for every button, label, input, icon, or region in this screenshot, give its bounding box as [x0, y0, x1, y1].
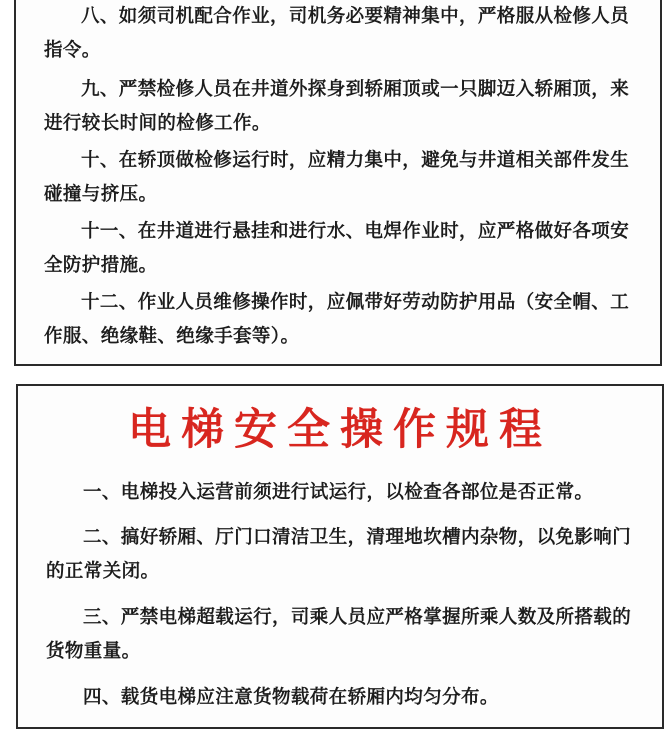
- rules-notice-panel-top: [14, 0, 662, 366]
- rule-item-9: 九、严禁检修人员在井道外探身到轿厢顶或一只脚迈入轿厢顶，来进行较长时间的检修工作。: [44, 79, 630, 134]
- rule-item-4: 四、载货电梯应注意货物载荷在轿厢内均匀分布。: [83, 687, 499, 708]
- rule-item-10: 十、在轿顶做检修运行时，应精力集中，避免与井道相关部件发生碰撞与挤压。: [44, 150, 630, 205]
- rule-item-2: 二、搞好轿厢、厅门口清洁卫生，清理地坎槽内杂物，以免影响门的正常关闭。: [46, 527, 632, 582]
- notice-title: 电梯安全操作规程: [128, 405, 552, 455]
- rule-item-12: 十二、作业人员维修操作时，应佩带好劳动防护用品（安全帽、工作服、绝缘鞋、绝缘手套等）。: [44, 292, 630, 347]
- rule-item-8: 八、如须司机配合作业，司机务必要精神集中，严格服从检修人员指令。: [44, 6, 630, 61]
- rule-item-3: 三、严禁电梯超载运行，司乘人员应严格掌握所乘人数及所搭载的货物重量。: [46, 607, 632, 662]
- rule-item-1: 一、电梯投入运营前须进行试运行，以检查各部位是否正常。: [83, 482, 594, 503]
- rules-notice-panel-bottom: [16, 384, 664, 729]
- panel-separator: [0, 366, 669, 384]
- rule-item-11: 十一、在井道进行悬挂和进行水、电焊作业时，应严格做好各项安全防护措施。: [44, 221, 630, 276]
